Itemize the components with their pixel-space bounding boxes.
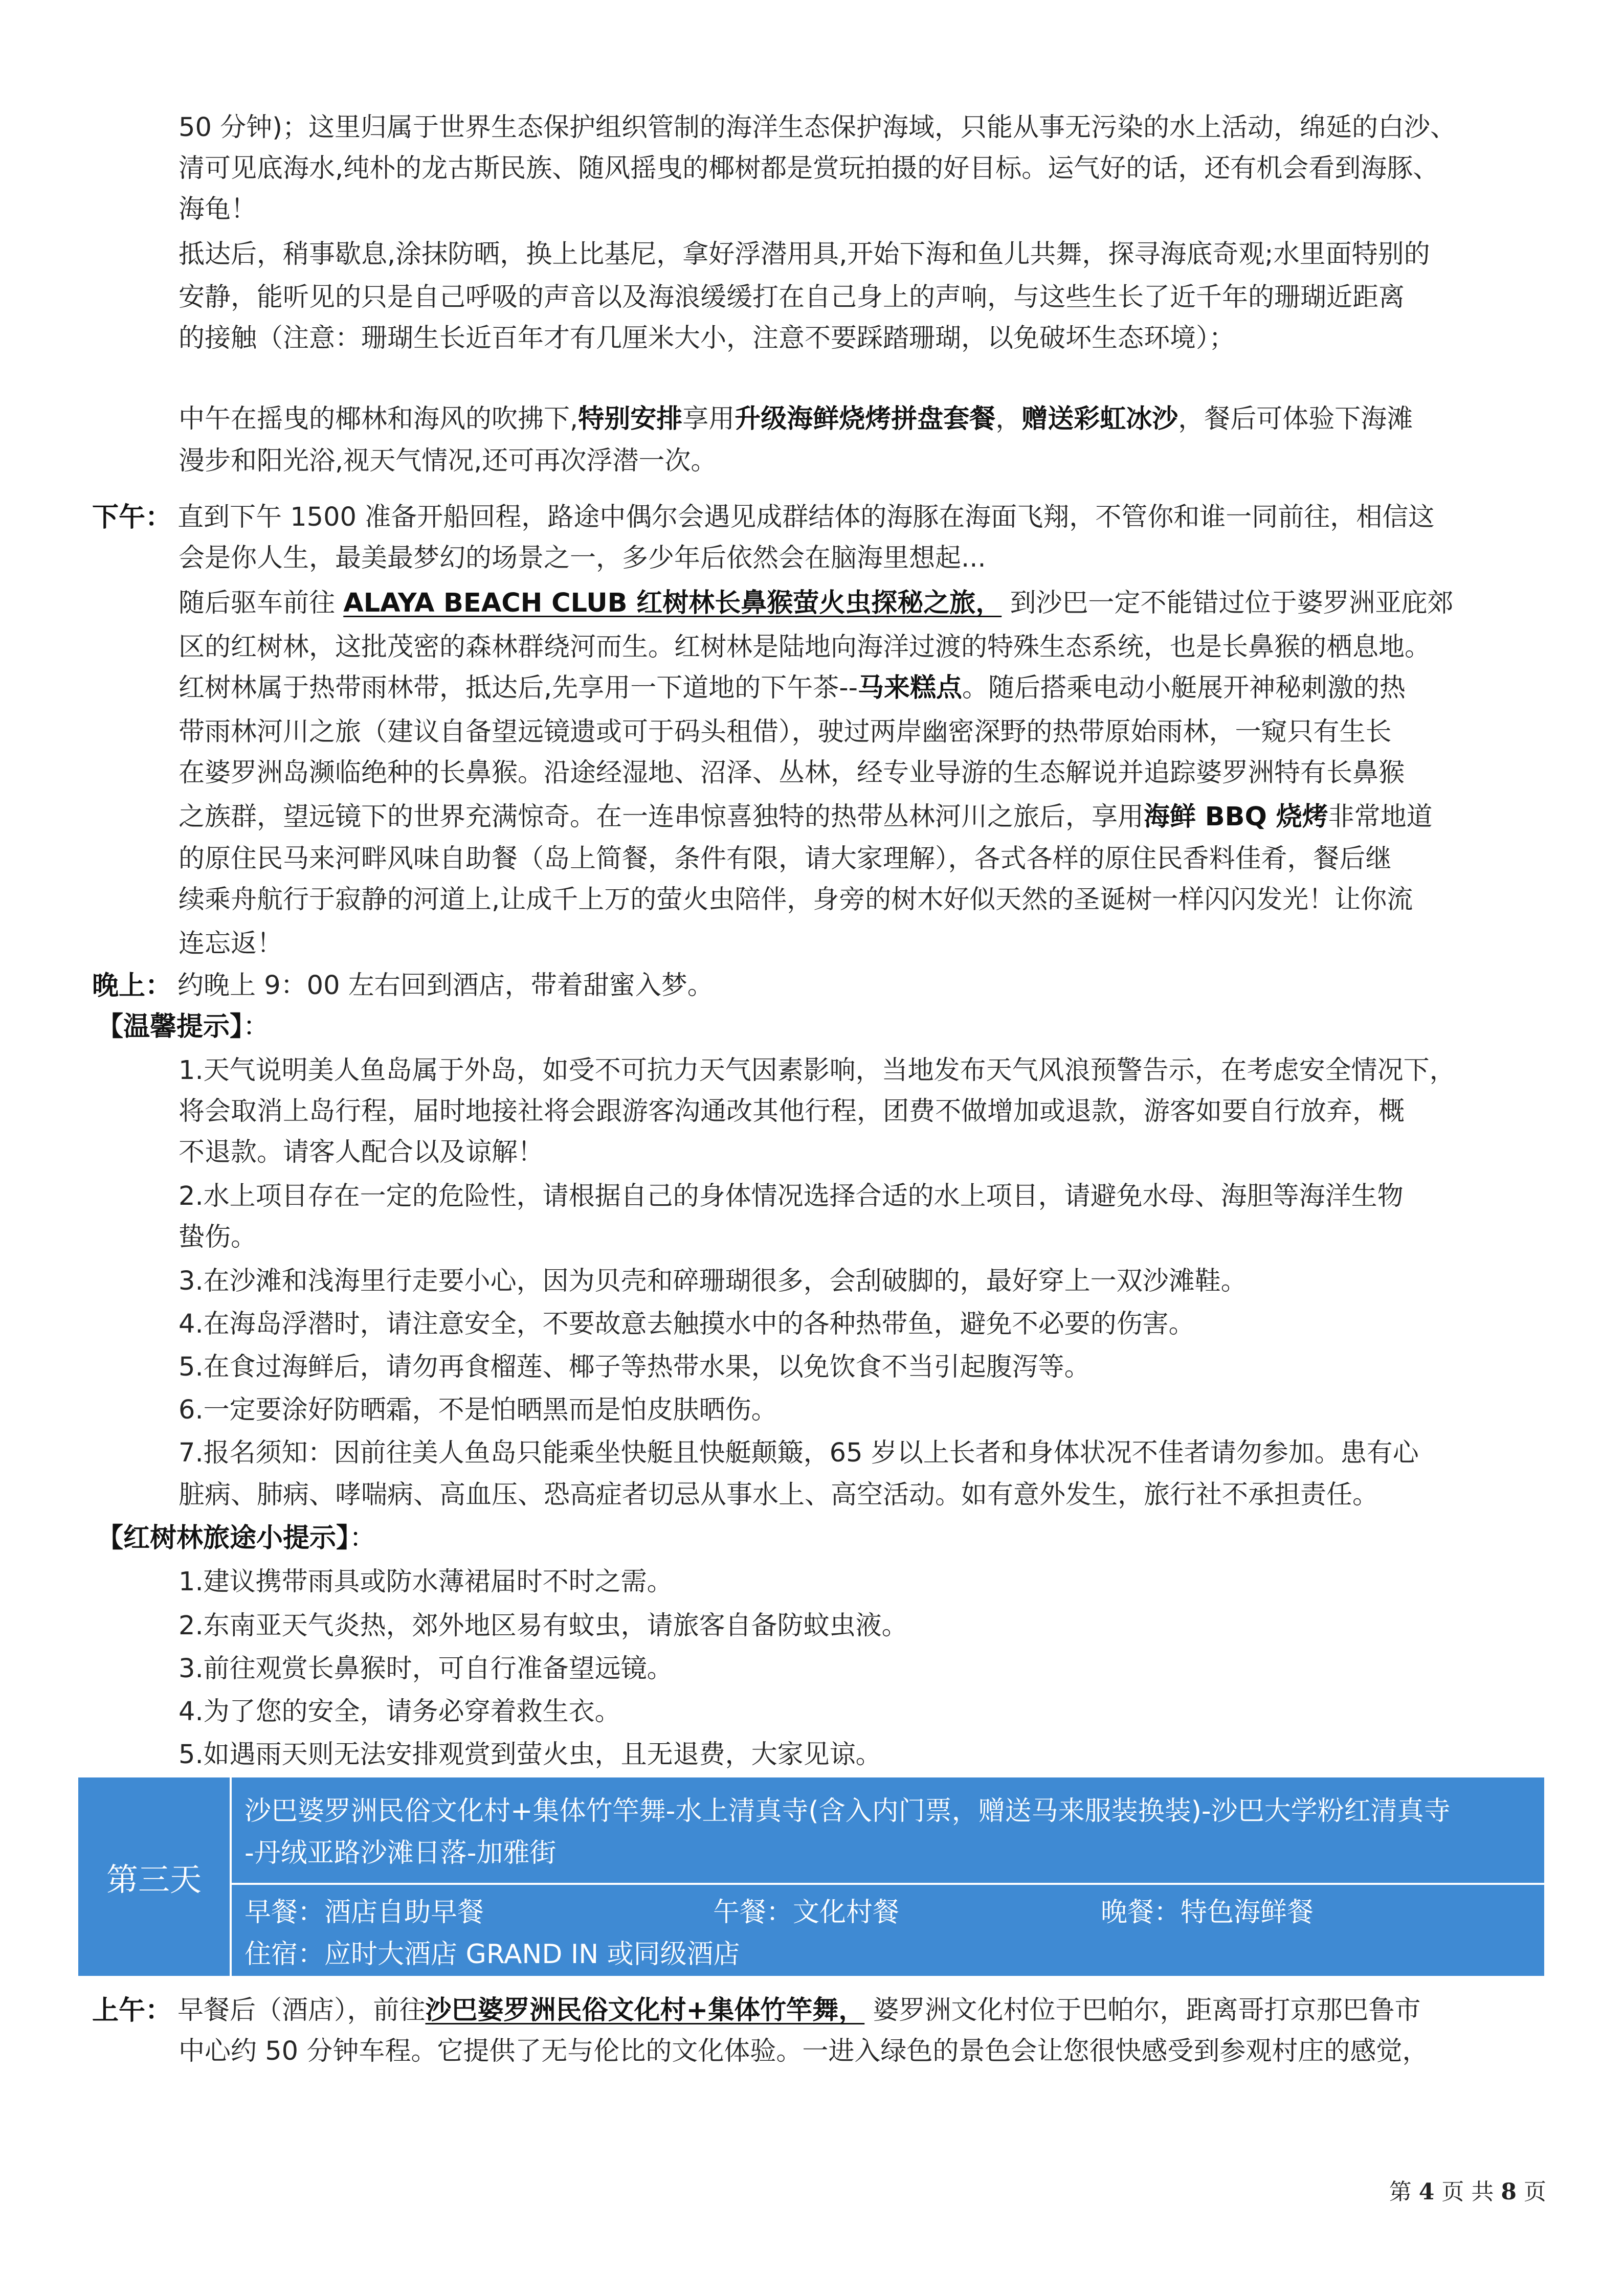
- tip-item: 蛰伤。: [179, 1222, 257, 1252]
- tip-item: 7.报名须知：因前往美人鱼岛只能乘坐快艇且快艇颠簸，65 岁以上长者和身体状况不佳者请勿参加。患有心: [179, 1438, 1419, 1468]
- tip-item: 2.东南亚天气炎热，郊外地区易有蚊虫，请旅客自备防蚊虫液。: [179, 1611, 908, 1641]
- body-line: 连忘返！: [179, 929, 283, 959]
- body-line: 50 分钟)；这里归属于世界生态保护组织管制的海洋生态保护海域，只能从事无污染的水上活动，绵延的白沙、: [179, 112, 1457, 143]
- body-line: 续乘舟航行于寂静的河道上,让成千上万的萤火虫陪伴，身旁的树木好似天然的圣诞树一样闪闪发光！让你流: [179, 885, 1413, 915]
- text-segment: 。随后搭乘电动小艇展开神秘刺激的热: [962, 673, 1406, 703]
- page-number: 第 4 页 共 8 页: [1389, 2179, 1546, 2205]
- body-line: 约晚上 9：00 左右回到酒店，带着甜蜜入梦。: [177, 971, 714, 1001]
- tips-title: 【温馨提示】：: [97, 1011, 270, 1042]
- body-line: [179, 797, 1433, 838]
- day3-hotel: 住宿：应时大酒店 GRAND IN 或同级酒店: [244, 1939, 740, 1970]
- highlight-link-text: ALAYA BEACH CLUB 红树林长鼻猴萤火虫探秘之旅，: [343, 588, 1002, 618]
- text-segment: 之族群，望远镜下的世界充满惊奇。在一连串惊喜独特的热带丛林河川之旅后，享用: [179, 802, 1144, 832]
- highlight-text: 海鲜 BBQ 烧烤: [1144, 802, 1328, 832]
- highlight-text: 马来糕点: [858, 673, 963, 703]
- tip-item: 脏病、肺病、哮喘病、高血压、恐高症者切忌从事水上、高空活动。如有意外发生，旅行社不承担责任。: [179, 1480, 1379, 1510]
- body-line: [179, 668, 1406, 709]
- body-line: [179, 399, 1413, 440]
- day3-route: -丹绒亚路沙滩日落-加雅街: [244, 1838, 557, 1869]
- text-segment: ，餐后可体验下海滩: [1178, 404, 1413, 434]
- body-line: 的原住民马来河畔风味自助餐（岛上简餐，条件有限，请大家理解），各式各样的原住民香料佳肴，餐后继: [179, 844, 1392, 874]
- tip-item: 6.一定要涂好防晒霜，不是怕晒黑而是怕皮肤晒伤。: [179, 1395, 777, 1425]
- tip-item: 1.天气说明美人鱼岛属于外岛，如受不可抗力天气因素影响，当地发布天气风浪预警告示，在考虑安全情况下，: [179, 1055, 1456, 1086]
- text-segment: 享用: [682, 404, 735, 434]
- body-line: 在婆罗洲岛濒临绝种的长鼻猴。沿途经湿地、沼泽、丛林，经专业导游的生态解说并追踪婆罗洲特有长鼻猴: [179, 758, 1405, 788]
- text-segment: 随后驱车前往: [179, 588, 344, 618]
- tip-item: 5.如遇雨天则无法安排观赏到萤火虫，且无退费，大家见谅。: [179, 1740, 882, 1770]
- tip-item: 4.为了您的安全，请务必穿着救生衣。: [179, 1697, 621, 1727]
- body-line: 海龟！: [179, 194, 257, 224]
- day3-dinner: 晚餐：特色海鲜餐: [1101, 1897, 1314, 1928]
- tip-item: 5.在食过海鲜后，请勿再食榴莲、椰子等热带水果，以免饮食不当引起腹泻等。: [179, 1352, 1091, 1382]
- tip-item: 3.前往观赏长鼻猴时，可自行准备望远镜。: [179, 1654, 673, 1684]
- body-line: 抵达后，稍事歇息,涂抹防晒，换上比基尼，拿好浮潜用具,开始下海和鱼儿共舞，探寻海底奇观;水里面特别的: [179, 239, 1430, 269]
- mangrove-tips-title: 【红树林旅途小提示】：: [97, 1523, 376, 1554]
- day3-label: 第三天: [106, 1860, 202, 1898]
- body-line: 带雨林河川之旅（建议自备望远镜遗或可于码头租借），驶过两岸幽密深野的热带原始雨林，一窥只有生长: [179, 717, 1392, 747]
- total-pages: 8: [1501, 2179, 1517, 2205]
- text-segment: 红树林属于热带雨林带，抵达后,先享用一下道地的下午茶--: [179, 673, 858, 703]
- body-line: 会是你人生，最美最梦幻的场景之一，多少年后依然会在脑海里想起...: [179, 543, 986, 573]
- body-line: 清可见底海水,纯朴的龙古斯民族、随风摇曳的椰树都是赏玩拍摄的好目标。运气好的话，还有机会看到海豚、: [179, 153, 1439, 184]
- day3-route: 沙巴婆罗洲民俗文化村+集体竹竿舞-水上清真寺(含入内门票，赠送马来服装换装)-沙巴大学粉红清真寺: [244, 1796, 1451, 1827]
- divider: [230, 1777, 232, 1976]
- body-line: 区的红树林，这批茂密的森林群绕河而生。红树林是陆地向海洋过渡的特殊生态系统，也是长鼻猴的栖息地。: [179, 632, 1431, 662]
- divider: [230, 1883, 1544, 1885]
- body-line: 中心约 50 分钟车程。它提供了无与伦比的文化体验。一进入绿色的景色会让您很快感受到参观村庄的感觉，: [179, 2036, 1429, 2066]
- text-segment: 早餐后（酒店），前往: [177, 1995, 426, 2025]
- tip-item: 4.在海岛浮潜时，请注意安全，不要故意去触摸水中的各种热带鱼，避免不必要的伤害。: [179, 1309, 1195, 1339]
- highlight-link-text: 沙巴婆罗洲民俗文化村+集体竹竿舞，: [425, 1995, 865, 2025]
- tip-item: 不退款。请客人配合以及谅解！: [179, 1137, 544, 1167]
- current-page: 4: [1418, 2179, 1435, 2205]
- body-line: 漫步和阳光浴,视天气情况,还可再次浮潜一次。: [179, 446, 717, 476]
- evening-label: 晚上：: [92, 971, 172, 1001]
- tip-item: 3.在沙滩和浅海里行走要小心，因为贝壳和碎珊瑚很多，会刮破脚的，最好穿上一双沙滩鞋。: [179, 1266, 1247, 1296]
- afternoon-label: 下午：: [92, 502, 172, 533]
- tip-item: 2.水上项目存在一定的危险性，请根据自己的身体情况选择合适的水上项目，请避免水母、海胆等海洋生物: [179, 1181, 1404, 1211]
- body-line: [179, 583, 1453, 624]
- body-line: 直到下午 1500 准备开船回程，路途中偶尔会遇见成群结体的海豚在海面飞翔，不管你和谁一同前往，相信这: [177, 502, 1435, 532]
- text-segment: 中午在摇曳的椰林和海风的吹拂下,: [179, 404, 579, 434]
- highlight-text: 赠送彩虹冰沙: [1021, 404, 1178, 434]
- text-segment: 婆罗洲文化村位于巴帕尔，距离哥打京那巴鲁市: [864, 1995, 1421, 2025]
- body-line: 的接触（注意：珊瑚生长近百年才有几厘米大小，注意不要踩踏珊瑚，以免破坏生态环境）；: [179, 323, 1235, 353]
- highlight-text: 特别安排: [578, 404, 683, 434]
- text-segment: 非常地道: [1328, 802, 1433, 832]
- text-segment: 到沙巴一定不能错过位于婆罗洲亚庇郊: [1002, 588, 1454, 618]
- day3-lunch: 午餐：文化村餐: [713, 1897, 900, 1928]
- highlight-text: 升级海鲜烧烤拼盘套餐: [735, 404, 996, 434]
- body-line: 安静，能听见的只是自己呼吸的声音以及海浪缓缓打在自己身上的声响，与这些生长了近千年的珊瑚近距离: [179, 282, 1405, 312]
- morning-label: 上午：: [92, 1995, 172, 2026]
- body-line: [177, 1990, 1420, 2031]
- tip-item: 1.建议携带雨具或防水薄裙届时不时之需。: [179, 1567, 673, 1597]
- day3-breakfast: 早餐：酒店自助早餐: [244, 1897, 484, 1928]
- text-segment: ，: [995, 404, 1022, 434]
- tip-item: 将会取消上岛行程，届时地接社将会跟游客沟通改其他行程，团费不做增加或退款，游客如要自行放弃，概: [179, 1096, 1405, 1127]
